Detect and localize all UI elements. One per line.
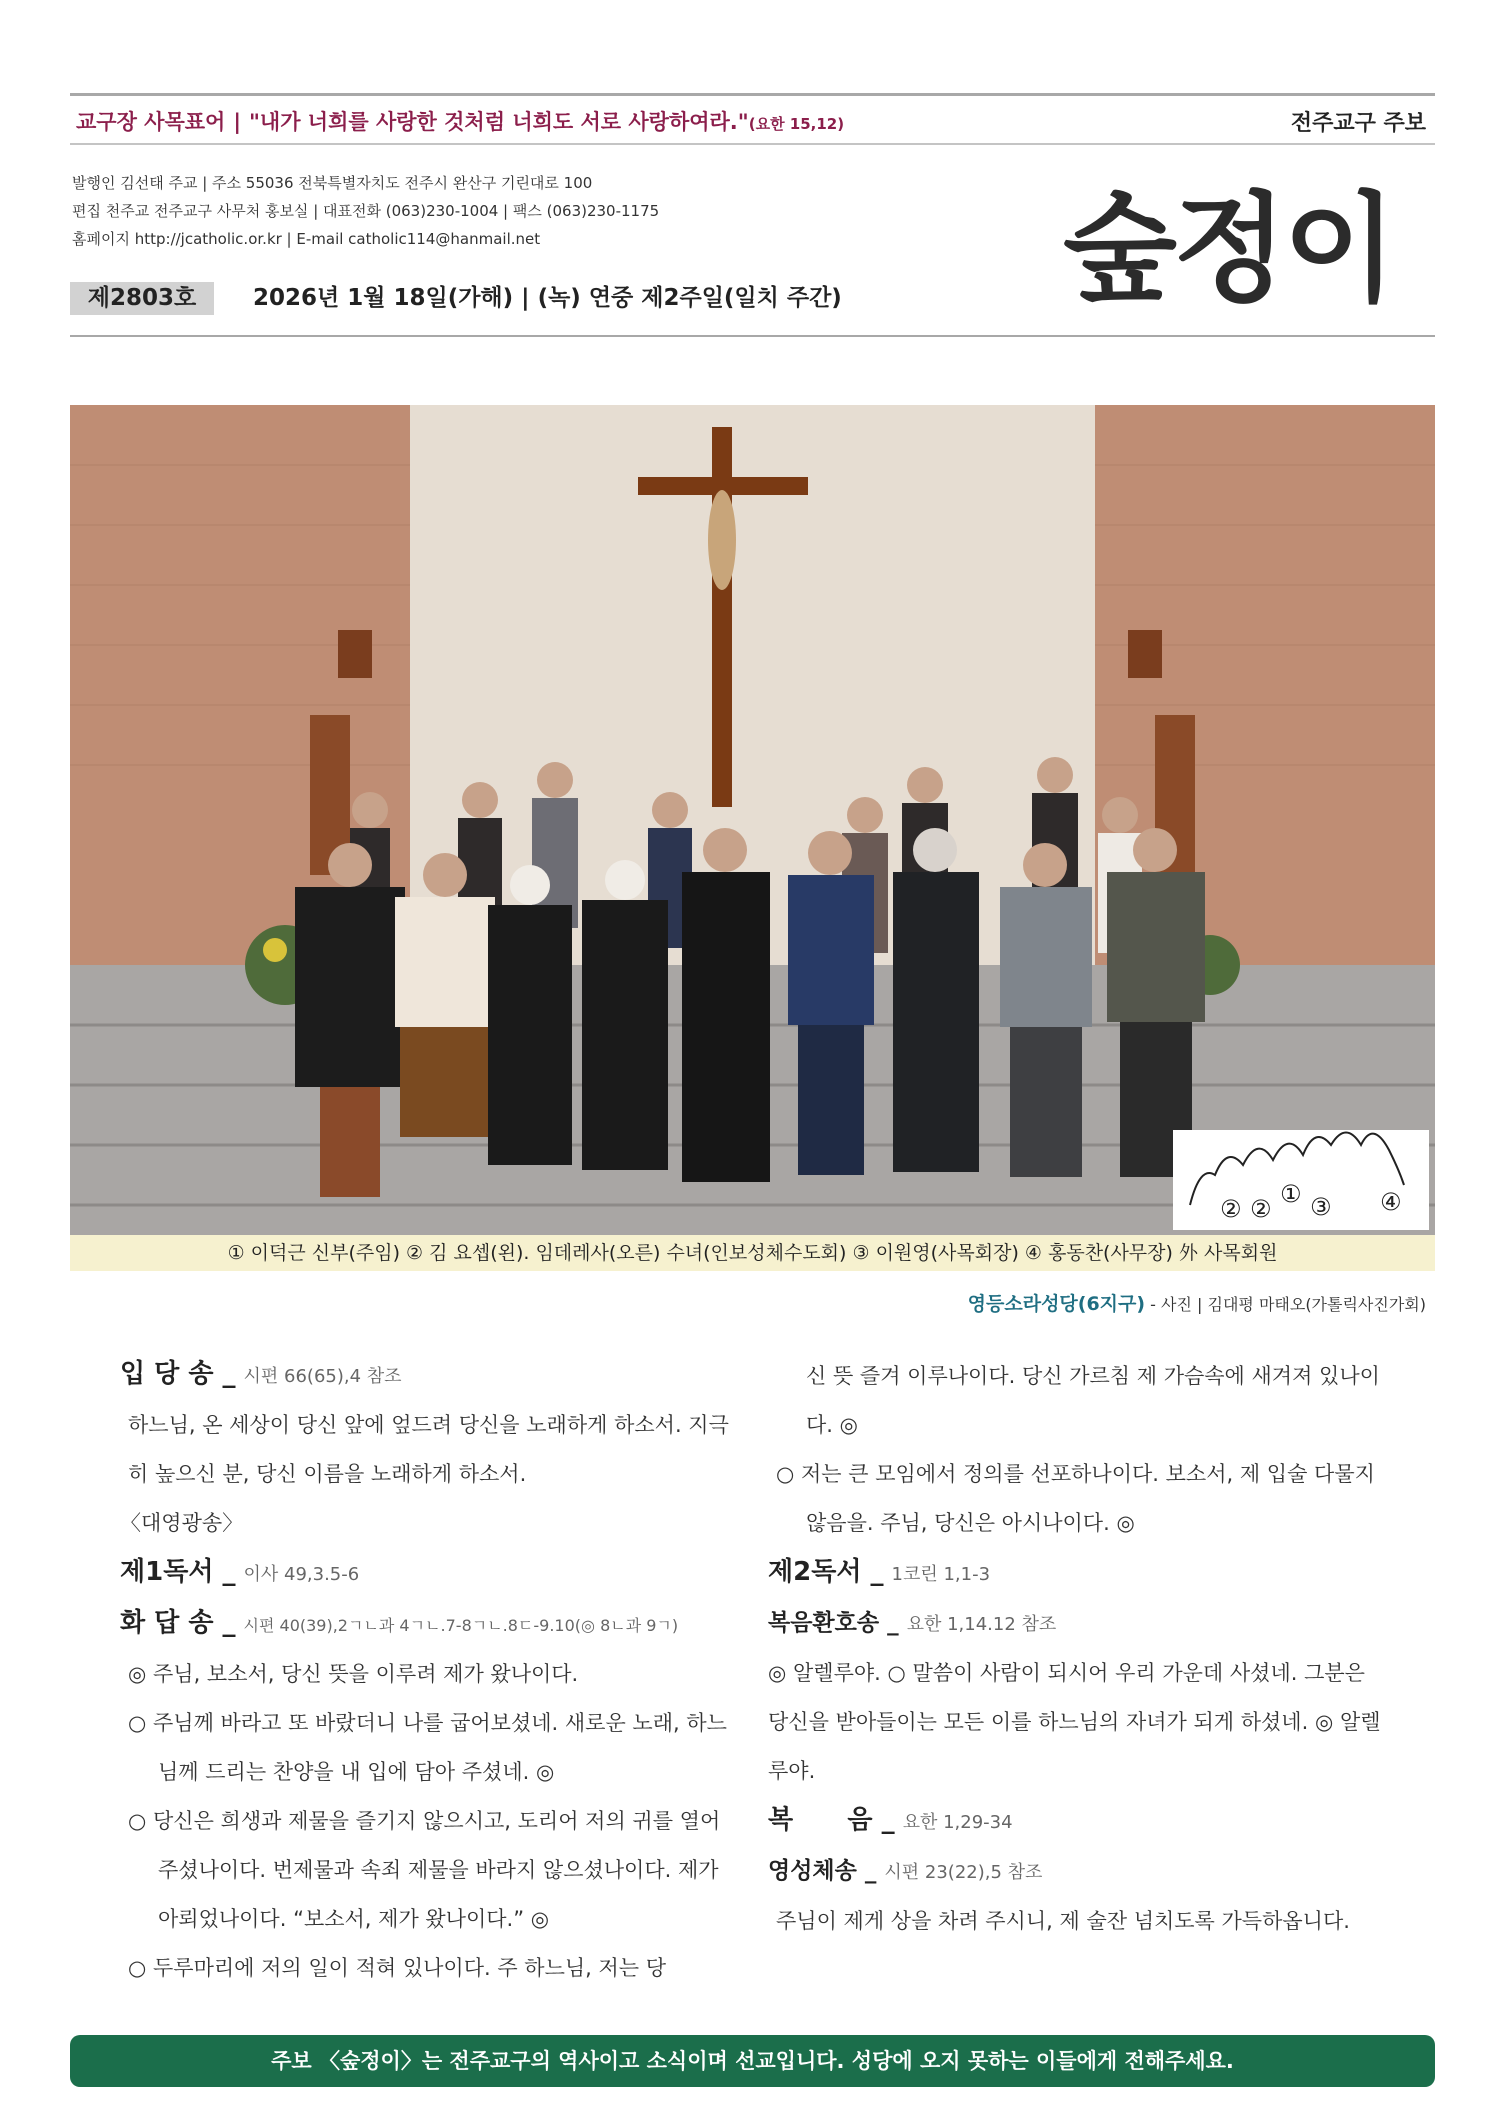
liturgy-right-column	[768, 1352, 1388, 1946]
alleluia-text: ◎ 알렐루야. ○ 말씀이 사람이 되시어 우리 가운데 사셨네. 그분은 당신을 받아들이는 모든 이를 하느님의 자녀가 되게 하셨네. ◎ 알렐루야.	[768, 1661, 1381, 1783]
logo-text: 숲정이	[1063, 180, 1393, 318]
photo-caption: ① 이덕근 신부(주임) ② 김 요셉(왼). 임데레사(오른) 수녀(인보성체수도회) ③ 이원영(사목회장) ④ 홍동찬(사무장) 外 사목회원	[70, 1235, 1435, 1271]
motto-ref: (요한 15,12)	[748, 115, 845, 133]
psalm-response: ◎ 주님, 보소서, 당신 뜻을 이루려 제가 왔나이다.	[128, 1662, 579, 1686]
web-line: 홈페이지 http://jcatholic.or.kr | E-mail catholic114@hanmail.net	[72, 230, 541, 248]
entrance-antiphon-heading: 입 당 송 _ 시편 66(65),4 참조	[120, 1359, 402, 1389]
psalm-verse-3-start: ○ 두루마리에 저의 일이 적혀 있나이다. 주 하느님, 저는 당	[128, 1956, 667, 1980]
legend-num-1: ②	[1220, 1195, 1242, 1223]
psalm-verse-2: ○ 당신은 희생과 제물을 즐기지 않으시고, 도리어 저의 귀를 열어 주셨나이다. 번제물과 속죄 제물을 바라지 않으셨나이다. 제가 아뢰었나이다. “보소서, 제가 왔나이다.” ◎	[128, 1809, 721, 1931]
weekly-name: 전주교구 주보	[1290, 111, 1426, 136]
pastoral-motto: 교구장 사목표어 | "내가 너희를 사랑한 것처럼 너희도 서로 사랑하여라."(요한 15,12)	[76, 110, 845, 134]
psalm-heading: 화 답 송 _ 시편 40(39),2ㄱㄴ과 4ㄱㄴ.7-8ㄱㄴ.8ㄷ-9.10(◎ 8ㄴ과 9ㄱ)	[120, 1608, 679, 1638]
alleluia-heading: 복음환호송 _ 요한 1,14.12 참조	[768, 1610, 1057, 1636]
motto-label: 교구장 사목표어	[76, 110, 226, 134]
legend-num-2: ②	[1250, 1195, 1272, 1223]
photo-legend	[1173, 1130, 1429, 1230]
legend-num-5: ④	[1380, 1188, 1402, 1216]
cover-photo	[70, 405, 1435, 1235]
first-reading-heading: 제1독서 _ 이사 49,3.5-6	[120, 1557, 360, 1587]
liturgy-left-column	[120, 1350, 730, 1993]
gospel-heading: 복 음 _ 요한 1,29-34	[768, 1805, 1013, 1835]
legend-num-3: ①	[1280, 1180, 1302, 1208]
top-rule	[70, 93, 1435, 96]
issue-number: 제2803호	[70, 282, 214, 315]
masthead-logo	[1028, 168, 1428, 318]
entrance-antiphon-text: 하느님, 온 세상이 당신 앞에 엎드려 당신을 노래하게 하소서. 지극히 높으신 분, 당신 이름을 노래하게 하소서.	[128, 1413, 729, 1486]
header-bottom-rule	[70, 335, 1435, 337]
photographer-credit: - 사진 | 김대평 마태오(가톨릭사진가회)	[1145, 1295, 1426, 1314]
publisher-line: 발행인 김선태 주교 | 주소 55036 전북특별자치도 전주시 완산구 기린대로 100	[72, 174, 593, 192]
communion-text: 주님이 제게 상을 차려 주시니, 제 술잔 넘치도록 가득하옵니다.	[776, 1909, 1350, 1933]
editor-line: 편집 천주교 전주교구 사무처 홍보실 | 대표전화 (063)230-1004 | 팩스 (063)230-1175	[72, 202, 660, 220]
second-reading-heading: 제2독서 _ 1코린 1,1-3	[768, 1557, 991, 1587]
motto-rule	[70, 143, 1435, 145]
legend-num-4: ③	[1310, 1193, 1332, 1221]
psalm-verse-1: ○ 주님께 바라고 또 바랐더니 나를 굽어보셨네. 새로운 노래, 하느님께 드리는 찬양을 내 입에 담아 주셨네. ◎	[128, 1711, 727, 1784]
footer-banner: 주보 〈숲정이〉는 전주교구의 역사이고 소식이며 선교입니다. 성당에 오지 못하는 이들에게 전해주세요.	[70, 2035, 1435, 2087]
psalm-verse-3-end: 신 뜻 즐겨 이루나이다. 당신 가르침 제 가슴속에 새겨져 있나이다. ◎	[806, 1364, 1380, 1437]
gloria: 〈대영광송〉	[120, 1511, 244, 1535]
psalm-verse-4: ○ 저는 큰 모임에서 정의를 선포하나이다. 보소서, 제 입술 다물지 않음을. 주님, 당신은 아시나이다. ◎	[776, 1462, 1375, 1535]
motto-text: "내가 너희를 사랑한 것처럼 너희도 서로 사랑하여라."	[248, 110, 749, 134]
issue-date: 2026년 1월 18일(가해) | (녹) 연중 제2주일(일치 주간)	[253, 285, 842, 311]
communion-heading: 영성체송 _ 시편 23(22),5 참조	[768, 1858, 1043, 1884]
photo-credit	[968, 1289, 1426, 1316]
parish-name: 영등소라성당(6지구)	[967, 1293, 1146, 1315]
